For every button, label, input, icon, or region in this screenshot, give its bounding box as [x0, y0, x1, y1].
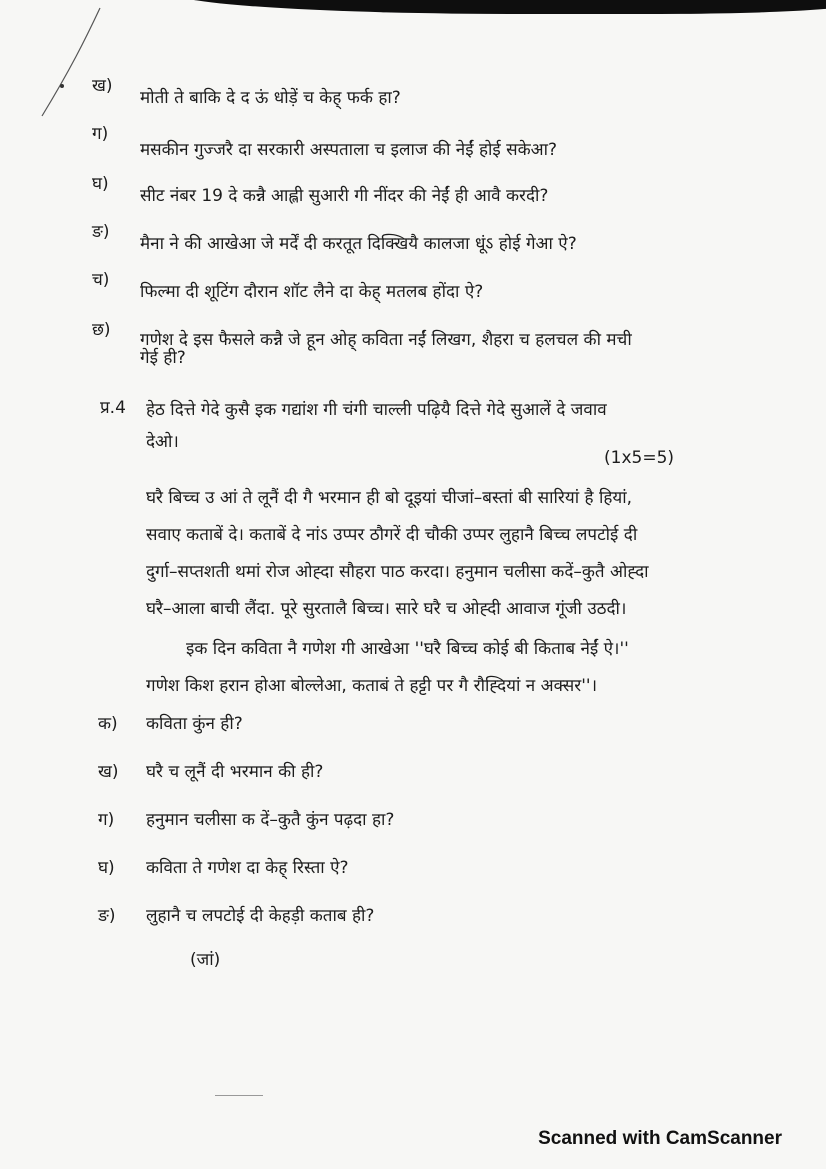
marks-label: (1x5=5): [604, 448, 675, 468]
question-label: ग): [98, 810, 115, 830]
passage-line: घरै–आला बाची लैंदा. पूरे सुरतालै बिच्च। सारे घरै च ओह्दी आवाज गूंजी उठदी।: [146, 599, 627, 619]
passage-line: दुर्गा–सप्तशती थमां रोज ओह्दा सौहरा पाठ करदा। हनुमान चलीसा कदें–कुतै ओह्दा: [146, 562, 649, 582]
pen-stroke-mark: [0, 0, 120, 130]
question-label: घ): [98, 858, 115, 878]
question-label: ख): [92, 76, 113, 96]
question-text: गणेश दे इस फैसले कन्नै जे हून ओह् कविता नईं लिखग, शैहरा च हलचल की मची: [140, 330, 632, 350]
question-label: क): [98, 714, 118, 734]
question-text: मैना ने की आखेआ जे मर्दें दी करतूत दिक्खियै कालजा धूंऽ होई गेआ ऐ?: [140, 234, 577, 254]
question-text: फिल्मा दी शूटिंग दौरान शॉट लैने दा केह् मतलब होंदा ऐ?: [140, 282, 484, 302]
question-text: हनुमान चलीसा क दें–कुतै कुंन पढ़दा हा?: [146, 810, 395, 830]
passage-line: घरै बिच्च उ आं ते लूनैं दी गै भरमान ही बो दूइयां चीजां–बस्तां बी सारियां है हियां,: [146, 488, 633, 508]
question-text: लुहानै च लपटोई दी केहड़ी कताब ही?: [146, 906, 375, 926]
question-label: छ): [92, 320, 111, 340]
passage-line: सवाए कताबें दे। कताबें दे नांऽ उप्पर ठौगरें दी चौकी उप्पर लुहानै बिच्च लपटोई दी: [146, 525, 638, 545]
question-label: ग): [92, 124, 109, 144]
question-text: मसकीन गुज्जरै दा सरकारी अस्पताला च इलाज की नेईं होई सकेआ?: [140, 140, 558, 160]
question-label: घ): [92, 174, 109, 194]
question-instruction-continued: देओ।: [146, 432, 179, 452]
question-text-continued: गेई ही?: [140, 348, 186, 368]
question-number: प्र.4: [100, 398, 126, 418]
question-label: ङ): [98, 906, 116, 926]
scan-dark-edge: [170, 0, 826, 14]
question-text: घरै च लूनैं दी भरमान की ही?: [146, 762, 324, 782]
or-label: (जां): [190, 950, 221, 970]
question-label: च): [92, 270, 110, 290]
question-label: ङ): [92, 222, 110, 242]
divider-mark: [215, 1095, 263, 1096]
question-text: कविता ते गणेश दा केह् रिस्ता ऐ?: [146, 858, 349, 878]
question-text: कविता कुंन ही?: [146, 714, 243, 734]
scanner-watermark: Scanned with CamScanner: [538, 1128, 782, 1149]
question-text: सीट नंबर 19 दे कन्नै आह्ली सुआरी गी नींदर की नेईं ही आवै करदी?: [140, 186, 549, 206]
question-text: मोती ते बाकि दे द ऊं धोड़ें च केह् फर्क हा?: [140, 88, 401, 108]
passage-line: इक दिन कविता नै गणेश गी आखेआ ''घरै बिच्च कोई बी किताब नेईं ऐ।'': [186, 639, 629, 659]
question-label: ख): [98, 762, 119, 782]
question-instruction: हेठ दित्ते गेदे कुसै इक गद्यांश गी चंगी चाल्ली पढ़ियै दित्ते गेदे सुआलें दे जवाव: [146, 400, 607, 420]
passage-line: गणेश किश हरान होआ बोल्लेआ, कताबं ते हट्टी पर गै रौह्दियां न अक्सर''।: [146, 676, 598, 696]
